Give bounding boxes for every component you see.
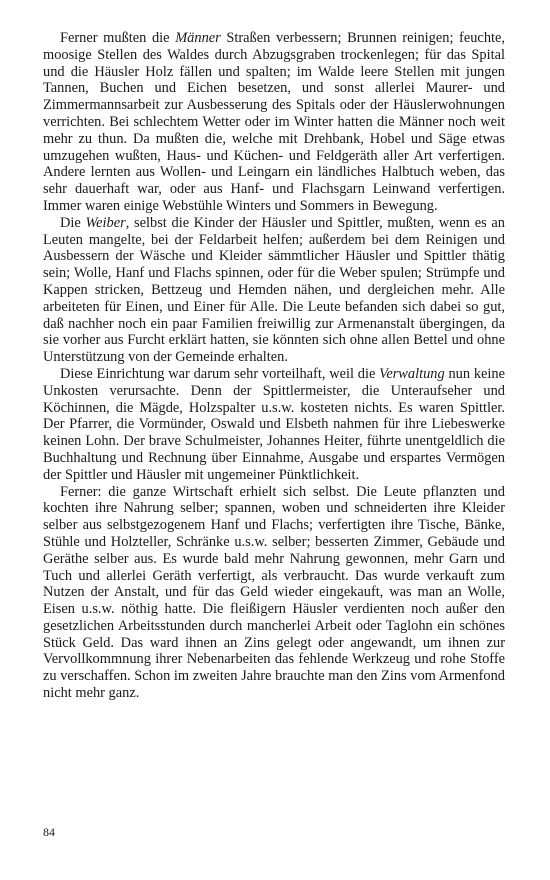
paragraph-verwaltung: [43, 366, 505, 484]
text-segment: Straßen verbessern; Brunnen reinigen; feuchte, moosige Stellen des Waldes durch Abzugsgraben trockenlegen; für das Spital und die Häusler Holz fällen und spalten; im Walde leere Stellen mit jungen Tannen, Buchen und Eichen besetzen, und sonst allerlei Maurer- und Zimmermannsarbeit zur Ausbesserung des Spitals oder der Häuslerwohnungen verrichten. Bei schlechtem Wetter oder im Winter hatten die Männer noch weit mehr zu thun. Da mußten die, welche mit Drehbank, Hobel und Säge etwas umzugehen wußten, Haus- und Küchen- und Feldgeräth aller Art verfertigen. Andere lernten aus Wollen- und Leingarn ein ländliches Halbtuch weben, das sehr dauerhaft war, oder aus Hanf- und Flachsgarn Leinwand verfertigen. Immer waren einige Webstühle Winters und Sommers in Bewegung.: [43, 30, 506, 214]
emphasis: Männer: [175, 30, 221, 46]
paragraph-weiber: [43, 215, 505, 366]
text-segment: nun keine Unkosten verursachte. Denn der Spittlermeister, die Unteraufseher und Köchinnen, die Mägde, Holzspalter u.s.w. kosteten nichts. Es waren Spittler. Der Pfarrer, die Vormünder, Oswald und Elsbeth nahmen für ihre Liebeswerke keinen Lohn. Der brave Schulmeister, Johannes Heiter, führte unentgeldlich die Buchhaltung und Rechnung über Einnahme, Ausgabe und erspartes Vermögen der Spittler und Häusler mit ungemeiner Pünktlichkeit.: [43, 365, 505, 483]
text-segment: Die: [60, 214, 86, 231]
text-segment: Ferner: die ganze Wirtschaft erhielt sich selbst. Die Leute pflanzten und kochten ihre Nahrung selber; spannen, woben und schneiderten ihre Kleider selber aus selbstgezogenem Hanf und Flachs; verfertigten ihre Tische, Bänke, Stühle und Holzteller, Schränke u.s.w. selber; besserten Zimmer, Gebäude und Geräthe selber aus. Es wurde bald mehr Nahrung gewonnen, mehr Garn und Tuch und allerlei Geräth verfertigt, als verbraucht. Das wurde verkauft zum Nutzen der Anstalt, und für das Geld wieder eingekauft, was man an Wolle, Eisen u.s.w. nöthig hatte. Die fleißigern Häusler verdienten noch außer den gesetzlichen Arbeitsstunden durch mancherlei Arbeit oder Taglohn ein schönes Stück Geld. Das ward ihnen an Zins gelegt oder angewandt, um ihnen zur Vervollkommnung ihrer Nebenarbeiten das fehlende Werkzeug und rohe Stoffe zu verschaffen. Schon im zweiten Jahre brauchte man den Zins vom Armenfond nicht mehr ganz.: [43, 483, 505, 702]
text-segment: Ferner mußten die: [60, 30, 176, 46]
emphasis: Verwaltung: [379, 365, 445, 382]
emphasis: Weiber: [85, 214, 126, 231]
paragraph-maenner: [43, 30, 505, 215]
book-page: [43, 30, 505, 870]
text-segment: , selbst die Kinder der Häusler und Spittler, mußten, wenn es an Leuten mangelte, bei der Feldarbeit helfen; außerdem bei dem Reinigen und Ausbessern der Wäsche und Kleider sämmtlicher Häusler und Spittler thätig sein; Wolle, Hanf und Flachs spinnen, oder für die Weber spulen; Strümpfe und Kappen stricken, Bettzeug und Hemden nähen, und dergleichen mehr. Alle arbeiteten für Einen, und Einer für Alle. Die Leute befanden sich dabei so gut, daß nachher noch ein paar Familien freiwillig zur Armenanstalt übergingen, da sie vorher aus Furcht erklärt hatten, sie könnten sich ohne allen Bettel und ohne Unterstützung von der Gemeinde erhalten.: [43, 214, 505, 366]
text-segment: Diese Einrichtung war darum sehr vorteilhaft, weil die: [60, 365, 380, 382]
body-text: [43, 30, 505, 702]
paragraph-wirtschaft: [43, 484, 505, 702]
page-number: 84: [43, 825, 55, 839]
